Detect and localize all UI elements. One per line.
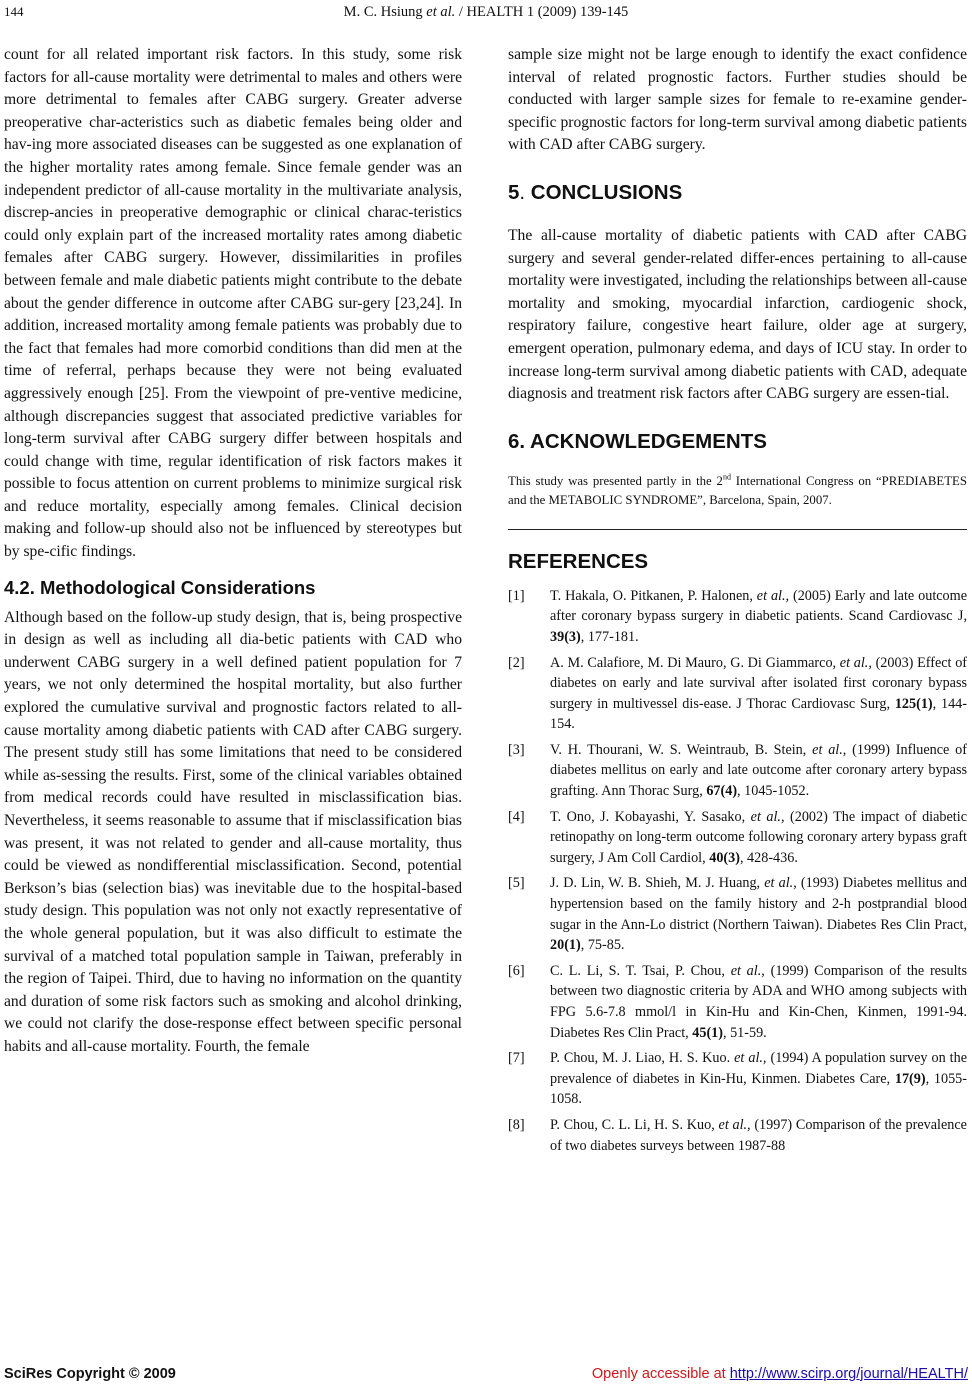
page-header [0,2,972,24]
reference-etal: et al., [718,1116,751,1133]
reference-etal: et al., [812,741,847,758]
reference-text [550,1115,967,1156]
reference-title-journal: (1993) Diabetes mellitus and hypertension based on the family history and 2-h postprandial blood sugar in the Ann-Lo district (Northern Taiwan). Diabetes Res Clin Pract, [550,875,967,933]
reference-title-journal: (1994) A population survey on the prevalence of diabetes in Kin-Hu, Kinmen. Diabetes Care, [550,1050,967,1087]
reference-authors: J. D. Lin, W. B. Shieh, M. J. Huang, [550,875,765,892]
reference-item [508,586,967,648]
reference-etal: et al., [730,962,765,979]
reference-pages: , 1045-1052. [737,783,810,800]
reference-number: [3] [508,741,525,758]
reference-pages: , 177-181. [580,628,639,645]
reference-authors: T. Hakala, O. Pitkanen, P. Halonen, [550,587,757,604]
reference-volume: 45(1) [692,1024,723,1041]
reference-etal: et al., [839,654,872,671]
running-head-journal: / HEALTH 1 (2009) 139-145 [455,4,629,20]
right-column [508,44,967,1161]
reference-number: [5] [508,875,525,892]
reference-volume: 67(4) [706,783,738,800]
reference-number: [7] [508,1050,525,1067]
reference-text [550,873,967,955]
reference-authors: P. Chou, M. J. Liao, H. S. Kuo. [550,1050,735,1067]
reference-text [550,961,967,1043]
section-divider [508,529,967,530]
references-heading: REFERENCES [508,549,649,573]
reference-list [508,586,967,1156]
journal-url-link[interactable]: http://www.scirp.org/journal/HEALTH/ [729,1366,968,1382]
reference-etal: et al., [734,1050,767,1067]
reference-authors: C. L. Li, S. T. Tsai, P. Chou, [550,962,731,979]
reference-title-journal: (2005) Early and late outcome after coronary bypass surgery in diabetic patients. Scand Cardiovasc J, [550,587,967,625]
reference-title-journal: (2002) The impact of diabetic retinopathy on long-term outcome following coronary artery bypass graft surgery, J Am Coll Cardiol, [550,808,967,866]
reference-authors: A. M. Calafiore, M. Di Mauro, G. Di Giammarco, [550,654,840,671]
ack-superscript: nd [722,472,731,482]
reference-etal: et al., [756,587,790,604]
reference-pages: , 428-436. [739,849,798,866]
methodology-paragraph: Although based on the follow-up study design, that is, being prospective in design as well as including all dia-betic patients with CAD who underwent CABG surgery in a well defined patient population for 7 years, we not only determined the hospital mortality, but also further explored the cumulative survival and prognostic factors related to all-cause mortality among diabetic patients with CAD after CABG surgery. The present study still has some limitations that need to be considered while as-sessing the results. First, some of the clinical variables obtained from medical records could have resulted in misclassification bias. Nevertheless, it seems reasonable to assume that if misclassification bias was present, it was not related to gender and all-cause mortality, thus could be viewed as nondifferential misclassification. Second, potential Berkson’s bias (selection bias) was inevitable due to the hospital-based study design. This population was not only not exactly representative of the whole general population, but it was also difficult to estimate the survival of a matched total population sample in Taiwan, preferably in the region of Taipei. Third, due to having no information on the quantity and duration of some risk factors such as smoking and alcohol drinking, we could not clarify the dose-response effect between specific personal habits and all-cause mortality. Fourth, the female [4,608,462,1055]
limitations-continued-paragraph: sample size might not be large enough to identify the exact confidence interval of related prognostic factors. Further studies should be conducted with larger sample sizes for female to re-examine gender-specific prognostic factors for long-term survival among diabetic patients with CAD after CABG surgery. [508,46,967,154]
open-access-label: Openly accessible at [591,1366,730,1382]
reference-volume: 20(1) [550,937,581,954]
reference-etal: et al., [750,808,785,825]
reference-text [550,1048,967,1110]
reference-item [508,740,967,802]
reference-title-journal: (1997) Comparison of the prevalence of two diabetes surveys between 1987-88 [550,1116,967,1154]
reference-authors: T. Ono, J. Kobayashi, Y. Sasako, [550,808,751,825]
acknowledgements-heading: 6. ACKNOWLEDGEMENTS [508,429,767,453]
reference-number: [6] [508,962,525,979]
ack-text-start: This study was presented partly in the 2 [508,473,723,488]
reference-item [508,961,967,1043]
conclusions-paragraph: The all-cause mortality of diabetic patients with CAD after CABG surgery and several gender-related differ-ences pertaining to all-cause mortality were investigated, including the relationships between all-cause mortality and smoking, myocardial infarction, cardiogenic shock, respiratory failure, congestive heart failure, older age at surgery, emergent operation, pulmonary edema, and days of ICU stay. In order to increase long-term survival among diabetic patients with CAD, adequate diagnosis and treatment risk factors after CABG surgery are essen-tial. [508,226,968,403]
section-5-dot: . [519,180,526,204]
reference-authors: V. H. Thourani, W. S. Weintraub, B. Stein, [550,741,813,758]
section-4-2-heading: 4.2. Methodological Considerations [4,576,316,598]
left-column [4,44,462,1059]
reference-text [550,807,967,869]
reference-item [508,653,967,735]
reference-number: [4] [508,808,525,825]
reference-item [508,873,967,955]
conclusions-heading [508,181,967,205]
reference-etal: et al., [764,875,797,892]
reference-title-journal: (2003) Effect of diabetes on early and late survival after isolated first coronary bypass surgery in multivessel dis-ease. J Thorac Cardiovasc Surg, [550,654,968,712]
discussion-paragraph: count for all related important risk factors. In this study, some risk factors for all-cause mortality were detrimental to males and others were more detrimental to females after CABG surgery. Greater adverse preoperative char-acteristics such as diabetic females being older and hav-ing more associated diseases can be suggested as one explanation of the higher mortality rates among female. Since female gender was an independent predictor of all-cause mortality in the multivariate analysis, discrep-ancies in preoperative demographic or clinical charac-teristics could only explain part of the increased mortality rates among diabetic females after CABG surgery. However, dissimilarities in profiles between female and male diabetic patients might contribute to the debate about the gender difference in outcome after CABG sur-gery [23,24]. In addition, increased mortality among female patients was probably due to the fact that females had more comorbid conditions than did men at the time of referral, perhaps because they were not being evaluated aggressively enough [25]. From the viewpoint of pre-ventive medicine, although discrepancies suggest that associated predictive variables for long-term survival after CABG surgery differ between hospitals and could change with time, regular identification of risk factors makes it possible to focus attention on current problems to minimize surgical risk and reduce mortality, especially among females. Clinical decision making and follow-up should also not be influenced by stereotypes but by spe-cific findings. [4,46,462,561]
reference-text [550,740,967,802]
reference-volume: 125(1) [894,695,933,712]
reference-item [508,1048,967,1110]
running-head-etal: et al. [426,4,456,20]
running-head-authors: M. C. Hsiung [343,4,427,20]
running-head [0,4,972,21]
ack-text-end: International Congress on “PREDIABETES and the METABOLIC SYNDROME”, Barcelona, Spain, 2007. [508,473,967,508]
reference-number: [2] [508,654,525,671]
section-5-number: 5 [508,180,520,204]
reference-item [508,1115,967,1156]
page-number: 144 [4,4,24,19]
reference-volume: 39(3) [550,628,581,645]
reference-title-journal: (1999) Comparison of the results between two diagnostic criteria by ADA and WHO among subjects with FPG 5.6-7.8 mmol/l in Kin-Hu and Kin-Chen, Kinmen, 1991-94. Diabetes Res Clin Pract, [550,962,968,1041]
reference-pages: , 51-59. [722,1024,767,1041]
reference-title-journal: (1999) Influence of diabetes mellitus on early and late outcome after coronary artery bypass grafting. Ann Thorac Surg, [550,741,967,800]
reference-pages: , 75-85. [580,937,625,954]
reference-volume: 17(9) [894,1070,926,1087]
reference-number: [8] [508,1116,525,1133]
copyright-notice: SciRes Copyright © 2009 [4,1366,176,1382]
reference-item [508,807,967,869]
acknowledgements-text [508,472,967,511]
reference-text [550,653,967,735]
section-5-title: CONCLUSIONS [525,180,683,204]
reference-pages: , 1055-1058. [550,1070,967,1108]
open-access-notice [592,1366,968,1382]
reference-number: [1] [508,587,525,604]
reference-volume: 40(3) [709,849,740,866]
reference-pages: , 144-154. [550,695,967,733]
page-footer [0,1364,972,1386]
reference-text [550,586,967,648]
reference-authors: P. Chou, C. L. Li, H. S. Kuo, [550,1116,719,1133]
